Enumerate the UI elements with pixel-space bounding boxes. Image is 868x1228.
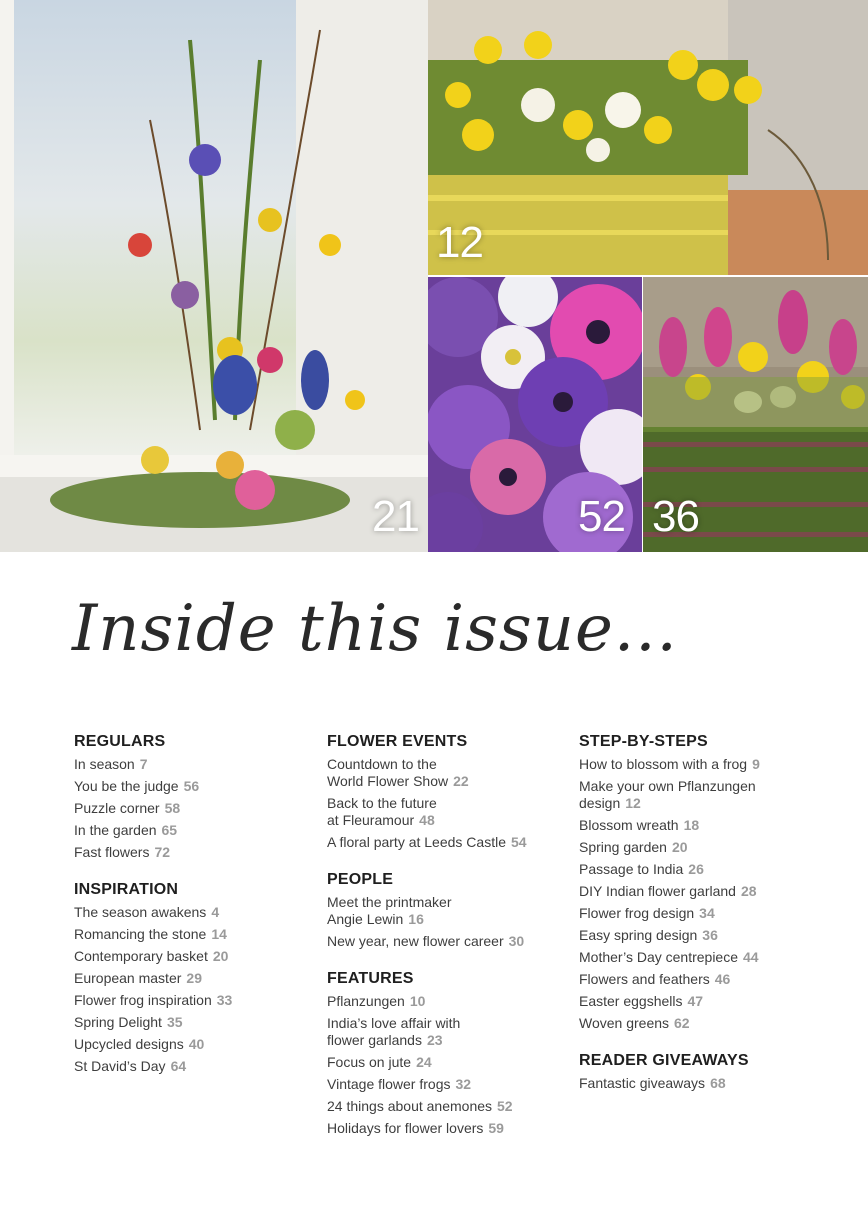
photo-window-arrangement[interactable]	[0, 0, 428, 552]
entry-title: Upcycled designs	[74, 1036, 184, 1052]
contents-entry[interactable]	[74, 992, 314, 1009]
entry-page-number: 10	[409, 993, 426, 1009]
entry-title: Mother’s Day centrepiece	[579, 949, 739, 965]
entry-page-number: 62	[674, 1015, 690, 1031]
entry-title: Make your own Pflanzungen	[579, 778, 756, 794]
entry-page-number: 30	[508, 933, 525, 949]
entry-page-number: 48	[419, 812, 435, 828]
entry-title: New year, new flower career	[327, 933, 504, 949]
section-title: READER GIVEAWAYS	[579, 1052, 749, 1069]
entry-page-number: 22	[453, 773, 469, 789]
entry-page-number: 7	[139, 756, 148, 772]
entry-title: Focus on jute	[327, 1054, 412, 1070]
entry-title-line2: at Fleuramour	[327, 812, 415, 828]
entry-title: Spring garden	[579, 839, 667, 855]
page-number-52: 52	[578, 492, 625, 541]
entry-title: How to blossom with a frog	[579, 756, 748, 772]
entry-title: Holidays for flower lovers	[327, 1120, 484, 1136]
entry-page-number: 40	[188, 1036, 205, 1052]
entry-title: Contemporary basket	[74, 948, 208, 964]
photo-anemones[interactable]	[428, 277, 642, 552]
entry-page-number: 4	[211, 904, 220, 920]
contents-entry[interactable]	[327, 795, 567, 829]
page-number-12: 12	[436, 218, 483, 267]
entry-title: 24 things about anemones	[327, 1098, 493, 1114]
entry-title: Pflanzungen	[327, 993, 405, 1009]
entry-page-number: 18	[683, 817, 700, 833]
entry-page-number: 14	[211, 926, 227, 942]
contents-entry[interactable]	[579, 839, 849, 856]
entry-title: St David’s Day	[74, 1058, 166, 1074]
contents-entry[interactable]	[327, 933, 567, 950]
entry-page-number: 52	[497, 1098, 513, 1114]
contents-entry[interactable]	[579, 1015, 849, 1032]
contents-entry[interactable]	[579, 1075, 849, 1092]
entry-page-number: 33	[216, 992, 233, 1008]
entry-page-number: 9	[752, 756, 760, 772]
section-title: INSPIRATION	[74, 881, 179, 898]
entry-page-number: 72	[154, 844, 171, 860]
entry-page-number: 56	[183, 778, 200, 794]
entry-page-number: 20	[671, 839, 688, 855]
contents-entry[interactable]	[74, 1058, 314, 1075]
section-title: FEATURES	[327, 970, 414, 987]
entry-title: Easy spring design	[579, 927, 698, 943]
entry-title: Puzzle corner	[74, 800, 160, 816]
contents-entry[interactable]	[579, 756, 849, 773]
window-arrangement-image	[0, 0, 428, 552]
entry-page-number: 44	[743, 949, 759, 965]
entry-page-number: 54	[511, 834, 527, 850]
section-title: STEP-BY-STEPS	[579, 733, 708, 750]
entry-title-line2: flower garlands	[327, 1032, 422, 1048]
contents-section	[579, 733, 849, 1032]
section-title: PEOPLE	[327, 871, 394, 888]
entry-page-number: 24	[416, 1054, 432, 1070]
contents-entry[interactable]	[74, 1036, 314, 1053]
contents-section	[327, 970, 567, 1137]
entry-page-number: 29	[186, 970, 202, 986]
contents-section	[327, 871, 567, 950]
entry-title: Flower frog inspiration	[74, 992, 212, 1008]
contents-entry[interactable]	[579, 971, 849, 988]
photo-daffodil-basket[interactable]	[428, 0, 868, 275]
entry-page-number: 58	[164, 800, 181, 816]
contents-entry[interactable]	[74, 756, 314, 773]
contents-entry[interactable]	[74, 822, 314, 839]
contents-entry[interactable]	[579, 817, 849, 834]
entry-page-number: 68	[710, 1075, 726, 1091]
entry-title-line2: design	[579, 795, 621, 811]
entry-title: In the garden	[74, 822, 157, 838]
photo-grid	[0, 0, 868, 552]
section-title: REGULARS	[74, 733, 166, 750]
entry-title: Easter eggshells	[579, 993, 683, 1009]
entry-page-number: 36	[702, 927, 718, 943]
contents-entry[interactable]	[579, 905, 849, 922]
contents-entry[interactable]	[327, 1076, 567, 1093]
entry-title: You be the judge	[74, 778, 179, 794]
page-number-21: 21	[372, 492, 419, 541]
contents-entry[interactable]	[579, 778, 849, 812]
contents-entry[interactable]	[74, 970, 314, 987]
entry-page-number: 64	[170, 1058, 187, 1074]
contents-entry[interactable]	[74, 926, 314, 943]
entry-title-line2: World Flower Show	[327, 773, 449, 789]
entry-title: European master	[74, 970, 182, 986]
entry-title: Fast flowers	[74, 844, 150, 860]
contents-entry[interactable]	[327, 1120, 567, 1137]
photo-tulip-moss[interactable]	[643, 277, 868, 552]
entry-title: Vintage flower frogs	[327, 1076, 451, 1092]
contents-entry[interactable]	[74, 948, 314, 965]
entry-title: Woven greens	[579, 1015, 670, 1031]
entry-page-number: 26	[688, 861, 704, 877]
entry-page-number: 23	[426, 1032, 443, 1048]
contents-entry[interactable]	[579, 949, 849, 966]
contents-entry[interactable]	[74, 844, 314, 861]
contents-section	[74, 881, 314, 1075]
entry-title: Spring Delight	[74, 1014, 162, 1030]
contents-entry[interactable]	[579, 861, 849, 878]
contents-entry[interactable]	[327, 894, 567, 928]
contents-entry[interactable]	[74, 904, 314, 921]
entry-title: Flower frog design	[579, 905, 695, 921]
entry-page-number: 32	[455, 1076, 472, 1092]
entry-page-number: 65	[161, 822, 178, 838]
contents-entry[interactable]	[327, 1015, 567, 1049]
contents-entry[interactable]	[579, 883, 849, 900]
contents-entry[interactable]	[327, 834, 567, 851]
contents-section	[579, 1052, 849, 1092]
daffodil-basket-image	[428, 0, 868, 275]
contents-column-2	[327, 733, 567, 1157]
entry-page-number: 35	[166, 1014, 183, 1030]
contents-column-3	[579, 733, 849, 1112]
page-title: Inside this issue...	[72, 592, 678, 666]
contents-entry[interactable]	[579, 993, 849, 1010]
entry-title: Fantastic giveaways	[579, 1075, 706, 1091]
entry-title: DIY Indian flower garland	[579, 883, 736, 899]
entry-page-number: 12	[625, 795, 641, 811]
entry-title: Passage to India	[579, 861, 684, 877]
entry-title: The season awakens	[74, 904, 207, 920]
entry-page-number: 34	[699, 905, 715, 921]
contents-entry[interactable]	[327, 1054, 567, 1071]
contents-entry[interactable]	[327, 993, 567, 1010]
entry-title: India’s love affair with	[327, 1015, 461, 1031]
contents-section	[327, 733, 567, 851]
entry-page-number: 28	[740, 883, 757, 899]
entry-title-line2: Angie Lewin	[327, 911, 404, 927]
entry-title: Flowers and feathers	[579, 971, 710, 987]
entry-page-number: 59	[488, 1120, 504, 1136]
contents-entry[interactable]	[327, 1098, 567, 1115]
contents-entry[interactable]	[74, 800, 314, 817]
entry-title: Back to the future	[327, 795, 437, 811]
entry-page-number: 20	[212, 948, 229, 964]
entry-title: Blossom wreath	[579, 817, 679, 833]
entry-title: Countdown to the	[327, 756, 437, 772]
entry-page-number: 46	[714, 971, 731, 987]
page-number-36: 36	[652, 492, 699, 541]
contents-section	[74, 733, 314, 861]
contents-entry[interactable]	[579, 927, 849, 944]
contents-column-1	[74, 733, 314, 1095]
entry-page-number: 16	[408, 911, 424, 927]
entry-title: Meet the printmaker	[327, 894, 452, 910]
contents-entry[interactable]	[327, 756, 567, 790]
entry-page-number: 47	[687, 993, 704, 1009]
entry-title: A floral party at Leeds Castle	[327, 834, 506, 850]
entry-title: In season	[74, 756, 135, 772]
contents-entry[interactable]	[74, 778, 314, 795]
section-title: FLOWER EVENTS	[327, 733, 468, 750]
contents-entry[interactable]	[74, 1014, 314, 1031]
entry-title: Romancing the stone	[74, 926, 207, 942]
